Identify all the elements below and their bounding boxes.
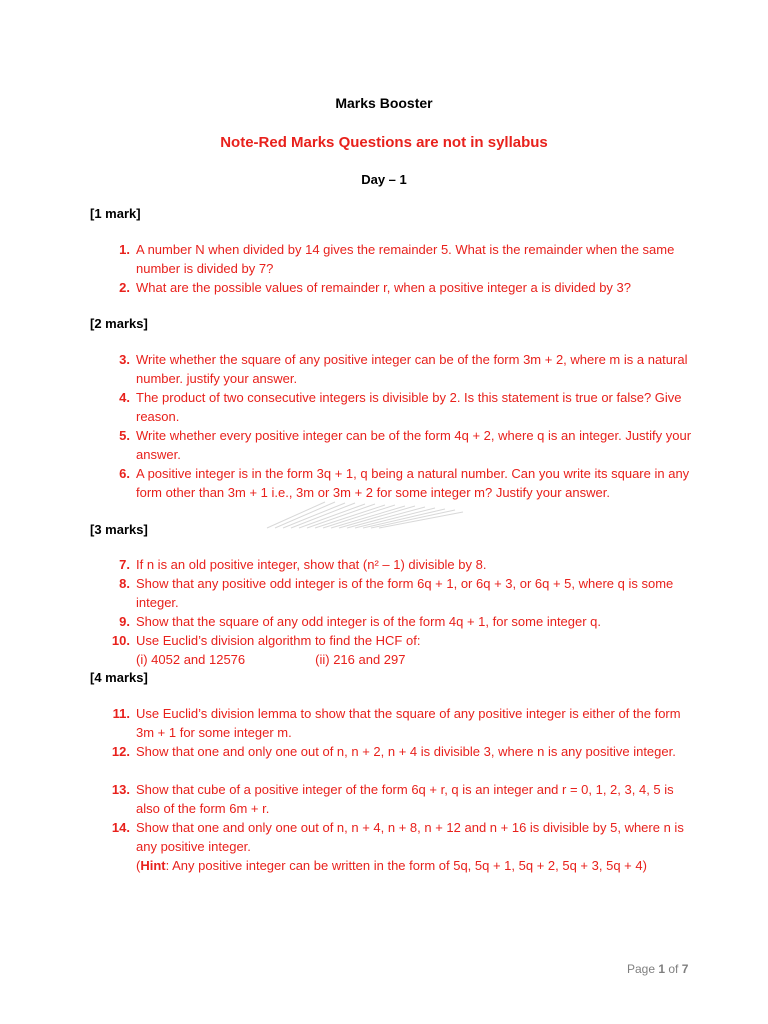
question-number: 10. xyxy=(111,633,130,648)
question-text: Use Euclid’s division lemma to show that the square of any positive integer is either of the form 3m + 1 for some integer m. xyxy=(136,706,681,740)
question-number: 4. xyxy=(119,390,130,405)
question-number: 11. xyxy=(112,706,130,721)
question-text: Show that any positive odd integer is of the form 6q + 1, or 6q + 3, or 6q + 5, where q is some integer. xyxy=(136,576,674,610)
hint-text: : Any positive integer can be written in the form of 5q, 5q + 1, 5q + 2, 5q + 3, 5q + 4) xyxy=(165,858,647,873)
hcf-part-ii: (ii) 216 and 297 xyxy=(315,652,406,667)
question-text: A number N when divided by 14 gives the remainder 5. What is the remainder when the same number is divided by 7? xyxy=(136,242,675,276)
question-text: What are the possible values of remainder r, when a positive integer a is divided by 3? xyxy=(136,280,631,295)
question-number: 12. xyxy=(111,744,130,759)
question-text: Show that cube of a positive integer of the form 6q + r, q is an integer and r = 0, 1, 2, 3, 4, 5 is also of the form 6m + r. xyxy=(136,782,674,816)
question-number: 1. xyxy=(119,242,130,257)
page-prefix: Page xyxy=(627,962,659,976)
hint-open: ( xyxy=(136,858,141,873)
question-text: Write whether the square of any positive integer can be of the form 3m + 2, where m is a natural number. justify your answer. xyxy=(136,352,688,386)
section-heading-4-marks: [4 marks] xyxy=(90,670,148,685)
section-heading-3-marks: [3 marks] xyxy=(90,522,148,537)
question-number: 2. xyxy=(119,280,130,295)
question-number: 5. xyxy=(119,428,130,443)
question-10-parts xyxy=(136,650,406,669)
question-text: The product of two consecutive integers is divisible by 2. Is this statement is true or false? Give reason. xyxy=(136,390,682,424)
page-mid: of xyxy=(665,962,682,976)
question-number: 6. xyxy=(119,466,130,481)
day-heading: Day – 1 xyxy=(361,172,407,187)
page-number xyxy=(627,962,688,976)
question-text: If n is an old positive integer, show that (n² – 1) divisible by 8. xyxy=(136,557,487,572)
hcf-part-i: (i) 4052 and 12576 xyxy=(136,652,246,667)
question-text: Write whether every positive integer can be of the form 4q + 2, where q is an integer. Justify your answer. xyxy=(136,428,692,462)
watermark-scribble xyxy=(265,500,465,530)
question-text: Show that one and only one out of n, n + 4, n + 8, n + 12 and n + 16 is divisible by 5, where n is any positive integer. xyxy=(136,820,684,854)
section-heading-2-marks: [2 marks] xyxy=(90,316,148,331)
page-total: 7 xyxy=(681,962,689,976)
page-current: 1 xyxy=(658,962,666,976)
question-number: 13. xyxy=(111,782,130,797)
syllabus-note: Note-Red Marks Questions are not in syllabus xyxy=(220,134,548,151)
hint-label: Hint xyxy=(140,858,166,873)
question-number: 3. xyxy=(119,352,130,367)
page-title: Marks Booster xyxy=(335,95,433,111)
question-number: 9. xyxy=(119,614,130,629)
section-heading-1-mark: [1 mark] xyxy=(90,206,141,221)
question-number: 8. xyxy=(119,576,130,591)
hint-line xyxy=(136,856,647,875)
question-text: Show that one and only one out of n, n + 2, n + 4 is divisible 3, where n is any positive integer. xyxy=(136,744,676,759)
question-number: 14. xyxy=(111,820,130,835)
question-text: Show that the square of any odd integer is of the form 4q + 1, for some integer q. xyxy=(136,614,602,629)
question-text: Use Euclid’s division algorithm to find the HCF of: xyxy=(136,633,421,648)
question-number: 7. xyxy=(119,557,130,572)
question-text: A positive integer is in the form 3q + 1, q being a natural number. Can you write its square in any form other than 3m + 1 i.e., 3m or 3m + 2 for some integer m? Justify your answer. xyxy=(136,466,690,500)
